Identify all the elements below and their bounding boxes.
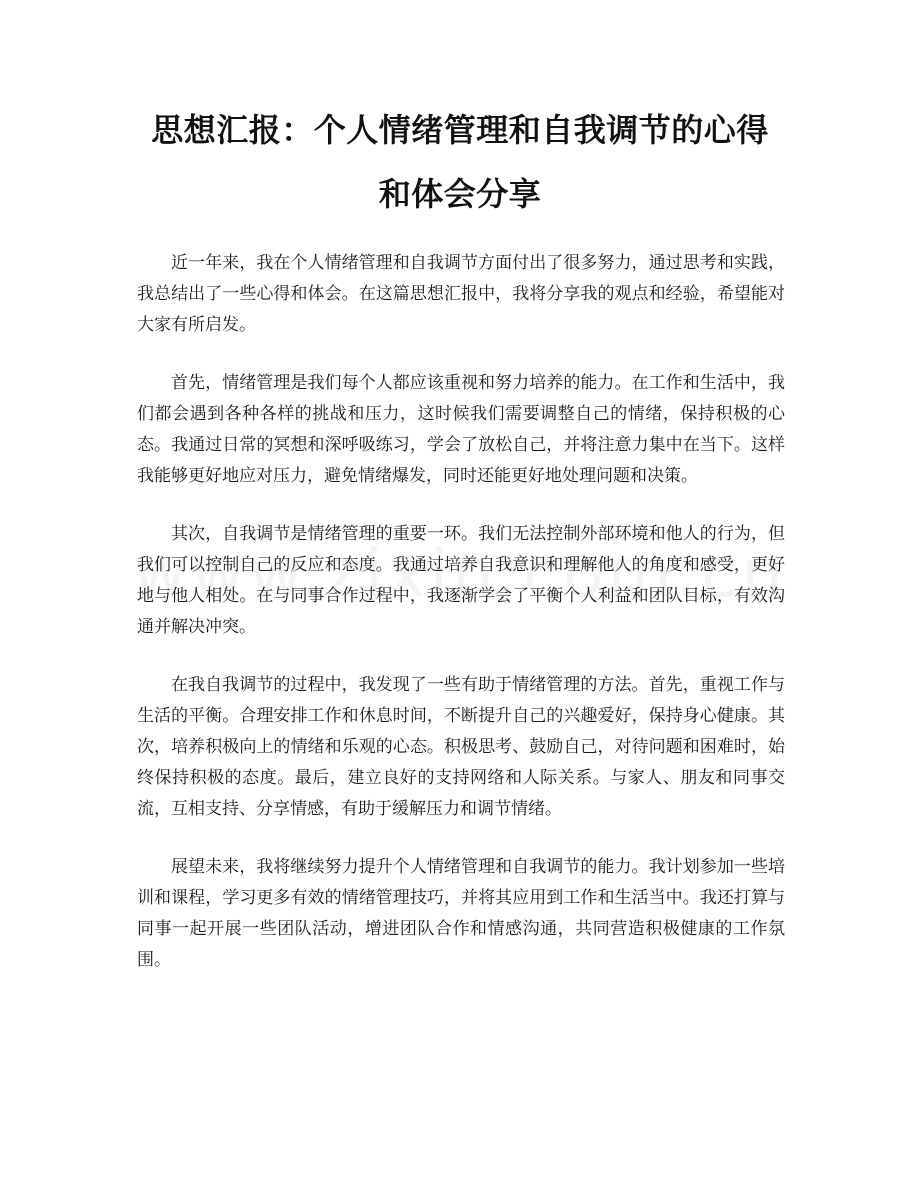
page-title <box>120 98 800 226</box>
paragraph-2: 首先，情绪管理是我们每个人都应该重视和努力培养的能力。在工作和生活中，我们都会遇到各种各样的挑战和压力，这时候我们需要调整自己的情绪，保持积极的心态。我通过日常的冥想和深呼吸练习，学会了放松自己，并将注意力集中在当下。这样我能够更好地应对压力，避免情绪爆发，同时还能更好地处理问题和决策。 <box>137 373 785 486</box>
document-body <box>137 248 785 1003</box>
title-line-2: 和体会分享 <box>378 175 542 213</box>
paragraph-4: 在我自我调节的过程中，我发现了一些有助于情绪管理的方法。首先，重视工作与生活的平衡。合理安排工作和休息时间，不断提升自己的兴趣爱好，保持身心健康。其次，培养积极向上的情绪和乐观的心态。积极思考、鼓励自己，对待问题和困难时，始终保持积极的态度。最后，建立良好的支持网络和人际关系。与家人、朋友和同事交流，互相支持、分享情感，有助于缓解压力和调节情绪。 <box>137 675 785 819</box>
title-line-1: 思想汇报：个人情绪管理和自我调节的心得 <box>151 111 769 149</box>
paragraph-1: 近一年来，我在个人情绪管理和自我调节方面付出了很多努力，通过思考和实践，我总结出了一些心得和体会。在这篇思想汇报中，我将分享我的观点和经验，希望能对大家有所启发。 <box>137 253 785 335</box>
paragraph-3: 其次，自我调节是情绪管理的重要一环。我们无法控制外部环境和他人的行为，但我们可以控制自己的反应和态度。我通过培养自我意识和理解他人的角度和感受，更好地与他人相处。在与同事合作过程中，我逐渐学会了平衡个人利益和团队目标，有效沟通并解决冲突。 <box>137 524 785 637</box>
paragraph-5: 展望未来，我将继续努力提升个人情绪管理和自我调节的能力。我计划参加一些培训和课程，学习更多有效的情绪管理技巧，并将其应用到工作和生活当中。我还打算与同事一起开展一些团队活动，增进团队合作和情感沟通，共同营造积极健康的工作氛围。 <box>137 857 785 970</box>
